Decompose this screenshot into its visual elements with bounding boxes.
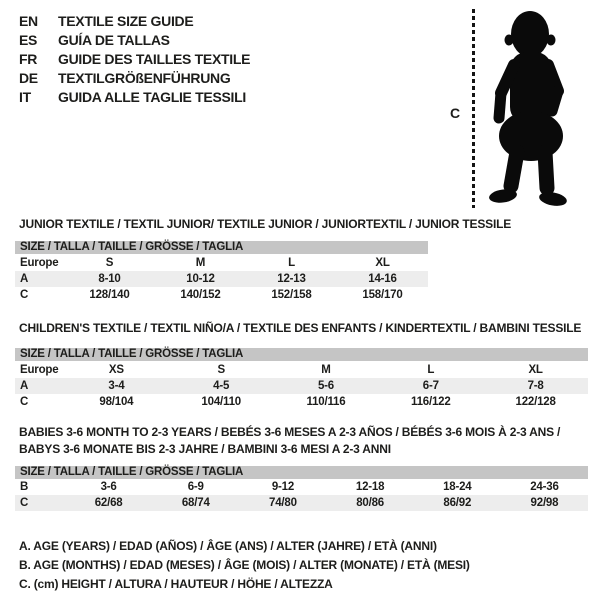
- lang-code: DE: [19, 69, 38, 86]
- size-cell: M: [321, 363, 331, 376]
- footnote-height-cm: C. (cm) HEIGHT / ALTURA / HAUTEUR / HÖHE / ALTEZZA: [19, 577, 333, 591]
- height-measure-label: C: [450, 105, 461, 121]
- table-row-age: [15, 271, 428, 287]
- height-cell: 92/98: [530, 497, 559, 509]
- age-cell: 8-10: [98, 273, 121, 285]
- babies-section-title: [19, 424, 560, 458]
- height-cell: 110/116: [306, 396, 346, 408]
- size-cell: M: [195, 256, 206, 269]
- size-cell: XL: [528, 363, 543, 376]
- lang-code: ES: [19, 31, 38, 48]
- height-cell: 140/152: [180, 289, 221, 301]
- age-cell: 24-36: [530, 481, 559, 493]
- baby-silhouette-icon: [479, 8, 600, 209]
- age-cell: 18-24: [443, 481, 472, 493]
- height-cell: 74/80: [269, 497, 297, 509]
- row-label: C: [20, 497, 29, 509]
- lang-code: FR: [19, 50, 38, 67]
- table-row-age-months: [15, 479, 588, 495]
- size-cell: S: [105, 256, 114, 269]
- children-size-table: [15, 348, 588, 410]
- height-cell: 86/92: [443, 497, 472, 509]
- height-cell: 104/110: [201, 396, 241, 408]
- age-cell: 10-12: [186, 273, 215, 285]
- footnote-age-years: A. AGE (YEARS) / EDAD (AÑOS) / ÂGE (ANS) / ALTER (JAHRE) / ETÀ (ANNI): [19, 539, 437, 553]
- height-cell: 128/140: [89, 289, 130, 301]
- lang-code: IT: [19, 88, 31, 105]
- guide-title: TEXTILE SIZE GUIDE: [58, 12, 194, 29]
- row-label: Europe: [20, 256, 59, 269]
- row-label: C: [20, 289, 29, 301]
- babies-size-table: [15, 466, 588, 511]
- legend-footnotes: [19, 537, 470, 594]
- age-cell: 9-12: [271, 481, 295, 493]
- row-label: Europe: [20, 363, 59, 376]
- age-cell: 6-7: [422, 380, 439, 392]
- size-cell: XS: [108, 363, 124, 376]
- height-cell: 116/122: [411, 396, 451, 408]
- guide-title: TEXTILGRÖßENFÜHRUNG: [58, 69, 231, 86]
- lang-row-fr: [19, 49, 250, 68]
- junior-size-table: [15, 241, 428, 303]
- age-cell: 12-18: [355, 481, 385, 493]
- age-cell: 4-5: [213, 380, 230, 392]
- lang-row-de: [19, 68, 250, 87]
- size-cell: XL: [375, 256, 390, 269]
- height-cell: 98/104: [99, 396, 134, 408]
- row-label: A: [20, 380, 29, 392]
- junior-section-title: JUNIOR TEXTILE / TEXTIL JUNIOR/ TEXTILE JUNIOR / JUNIORTEXTIL / JUNIOR TESSILE: [19, 217, 512, 231]
- lang-row-it: [19, 87, 250, 106]
- babies-title-line2: BABYS 3-6 MONATE BIS 2-3 JAHRE / BAMBINI 3-6 MESI A 2-3 ANNI: [19, 442, 391, 456]
- row-label: A: [20, 273, 29, 285]
- babies-title-line1: BABIES 3-6 MONTH TO 2-3 YEARS / BEBÉS 3-6 MESES A 2-3 AÑOS / BÉBÉS 3-6 MOIS À 2-3 ANS /: [19, 425, 561, 439]
- lang-code: EN: [19, 12, 38, 29]
- lang-row-es: [19, 30, 250, 49]
- row-label: B: [20, 481, 29, 493]
- guide-title: GUIDA ALLE TAGLIE TESSILI: [58, 88, 246, 105]
- table-row-height: [15, 287, 428, 303]
- footnote-age-months: B. AGE (MONTHS) / EDAD (MESES) / ÂGE (MOIS) / ALTER (MONATE) / ETÀ (MESI): [19, 558, 470, 572]
- age-cell: 12-13: [277, 273, 306, 285]
- size-header-bar: SIZE / TALLA / TAILLE / GRÖSSE / TAGLIA: [15, 241, 428, 254]
- height-cell: 122/128: [515, 396, 556, 408]
- age-cell: 6-9: [187, 481, 204, 493]
- age-cell: 3-6: [100, 481, 117, 493]
- height-cell: 68/74: [181, 497, 210, 509]
- height-cell: 80/86: [356, 497, 384, 509]
- children-section-title: CHILDREN'S TEXTILE / TEXTIL NIÑO/A / TEXTILE DES ENFANTS / KINDERTEXTIL / BAMBINI TESSILE: [19, 321, 582, 335]
- size-header-bar: SIZE / TALLA / TAILLE / GRÖSSE / TAGLIA: [15, 348, 588, 361]
- age-cell: 5-6: [317, 380, 334, 392]
- guide-title: GUÍA DE TALLAS: [58, 31, 170, 48]
- size-cell: S: [217, 363, 225, 376]
- table-row-height: [15, 495, 588, 511]
- table-row-height: [15, 394, 588, 410]
- guide-title: GUIDE DES TAILLES TEXTILE: [58, 50, 251, 67]
- age-cell: 14-16: [368, 273, 397, 285]
- size-header-bar: SIZE / TALLA / TAILLE / GRÖSSE / TAGLIA: [15, 466, 588, 479]
- table-row-age: [15, 378, 588, 394]
- size-cell: L: [288, 256, 295, 269]
- table-row-europe: [15, 254, 428, 271]
- height-cell: 62/68: [94, 497, 123, 509]
- lang-row-en: [19, 11, 250, 30]
- age-cell: 3-4: [108, 380, 125, 392]
- height-dotted-line: [472, 9, 475, 208]
- row-label: C: [20, 396, 29, 408]
- size-cell: L: [427, 363, 435, 376]
- height-cell: 152/158: [271, 289, 312, 301]
- height-cell: 158/170: [362, 289, 403, 301]
- table-row-europe: [15, 361, 588, 378]
- language-title-list: [19, 11, 250, 106]
- age-cell: 7-8: [527, 380, 544, 392]
